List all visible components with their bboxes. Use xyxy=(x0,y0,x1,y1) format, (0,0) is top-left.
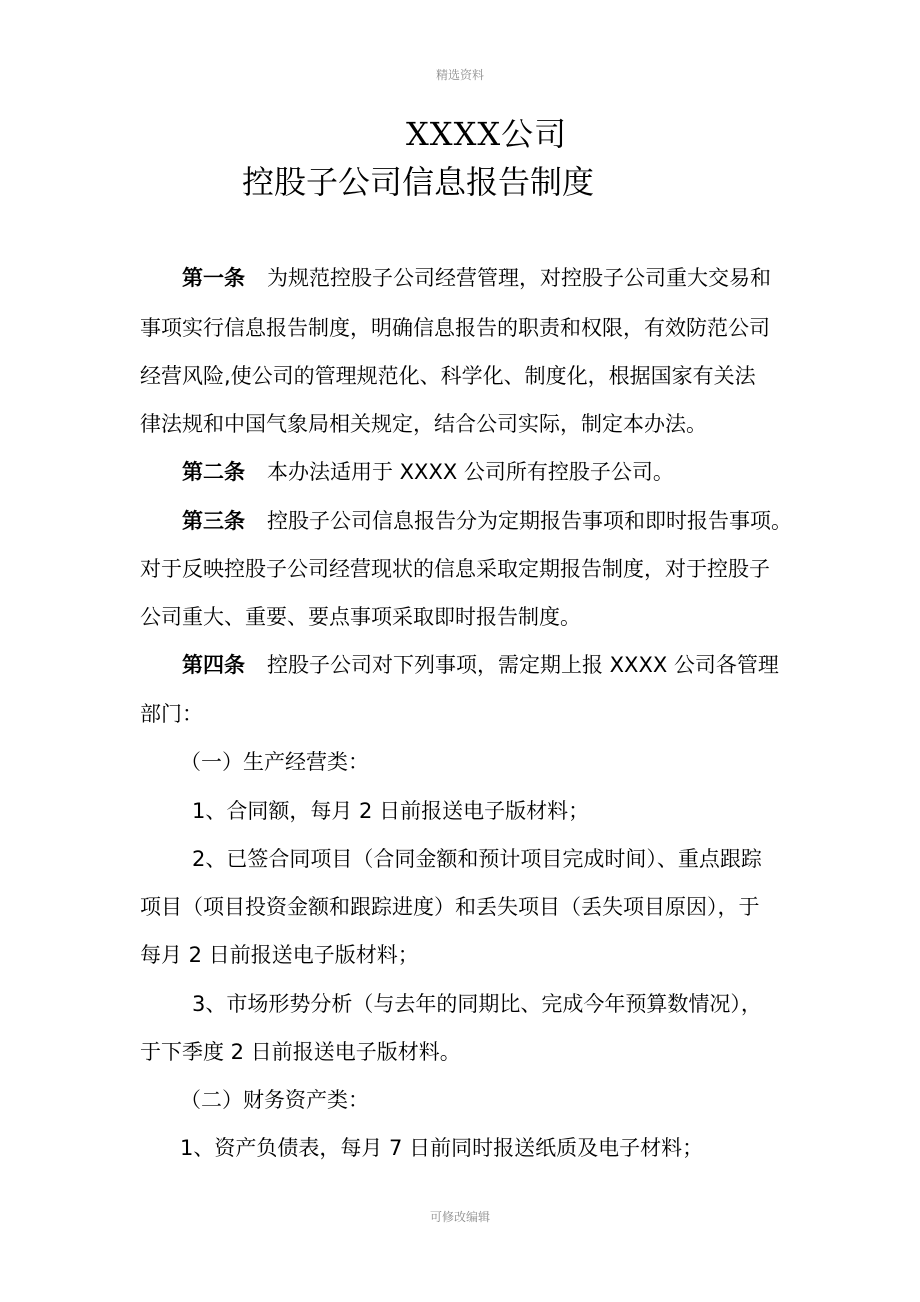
article-3-text: 控股子公司信息报告分为定期报告事项和即时报告事项。 xyxy=(267,509,792,533)
article-1-text: 为规范控股子公司经营管理，对控股子公司重大交易和 xyxy=(267,266,771,290)
article-2-label: 第二条 xyxy=(182,460,245,484)
article-1-line-3: 经营风险,使公司的管理规范化、科学化、制度化，根据国家有关法 xyxy=(140,364,756,388)
section-1-item-2-line-2: 项目（项目投资金额和跟踪进度）和丢失项目（丢失项目原因），于 xyxy=(140,895,760,919)
section-2-heading: （二）财务资产类： xyxy=(180,1088,369,1112)
section-1-item-1: 1、合同额，每月 2 日前报送电子版材料； xyxy=(192,799,590,823)
article-4-line-2: 部门： xyxy=(140,702,203,726)
article-3-line-3: 公司重大、重要、要点事项采取即时报告制度。 xyxy=(140,605,581,629)
section-1-item-2-line-3: 每月 2 日前报送电子版材料； xyxy=(140,943,419,967)
article-3-label: 第三条 xyxy=(182,509,245,533)
article-4-text: 控股子公司对下列事项，需定期上报 XXXX 公司各管理 xyxy=(267,653,779,677)
article-2-line-1 xyxy=(182,458,674,486)
article-3-line-1 xyxy=(182,507,792,535)
section-2-item-1: 1、资产负债表，每月 7 日前同时报送纸质及电子材料； xyxy=(180,1136,704,1160)
article-1-line-2: 事项实行信息报告制度，明确信息报告的职责和权限，有效防范公司 xyxy=(140,316,770,340)
article-3-line-2: 对于反映控股子公司经营现状的信息采取定期报告制度，对于控股子 xyxy=(140,557,770,581)
article-1-line-1 xyxy=(182,264,771,292)
article-4-line-1 xyxy=(182,651,779,679)
article-1-line-4: 律法规和中国气象局相关规定，结合公司实际，制定本办法。 xyxy=(140,412,707,436)
article-4-label: 第四条 xyxy=(182,653,245,677)
footer-note: 可修改编辑 xyxy=(429,1210,490,1224)
document-title-company: XXXX公司 xyxy=(406,115,568,153)
section-1-item-2-line-1: 2、已签合同项目（合同金额和预计项目完成时间）、重点跟踪 xyxy=(192,847,762,871)
article-1-label: 第一条 xyxy=(182,266,245,290)
section-1-heading: （一）生产经营类： xyxy=(180,750,369,774)
document-title: 控股子公司信息报告制度 xyxy=(242,163,595,201)
section-1-item-3-line-1: 3、市场形势分析（与去年的同期比、完成今年预算数情况）， xyxy=(192,992,762,1016)
article-2-text: 本办法适用于 XXXX 公司所有控股子公司。 xyxy=(267,460,674,484)
section-1-item-3-line-2: 于下季度 2 日前报送电子版材料。 xyxy=(140,1040,461,1064)
header-note: 精选资料 xyxy=(435,68,484,82)
